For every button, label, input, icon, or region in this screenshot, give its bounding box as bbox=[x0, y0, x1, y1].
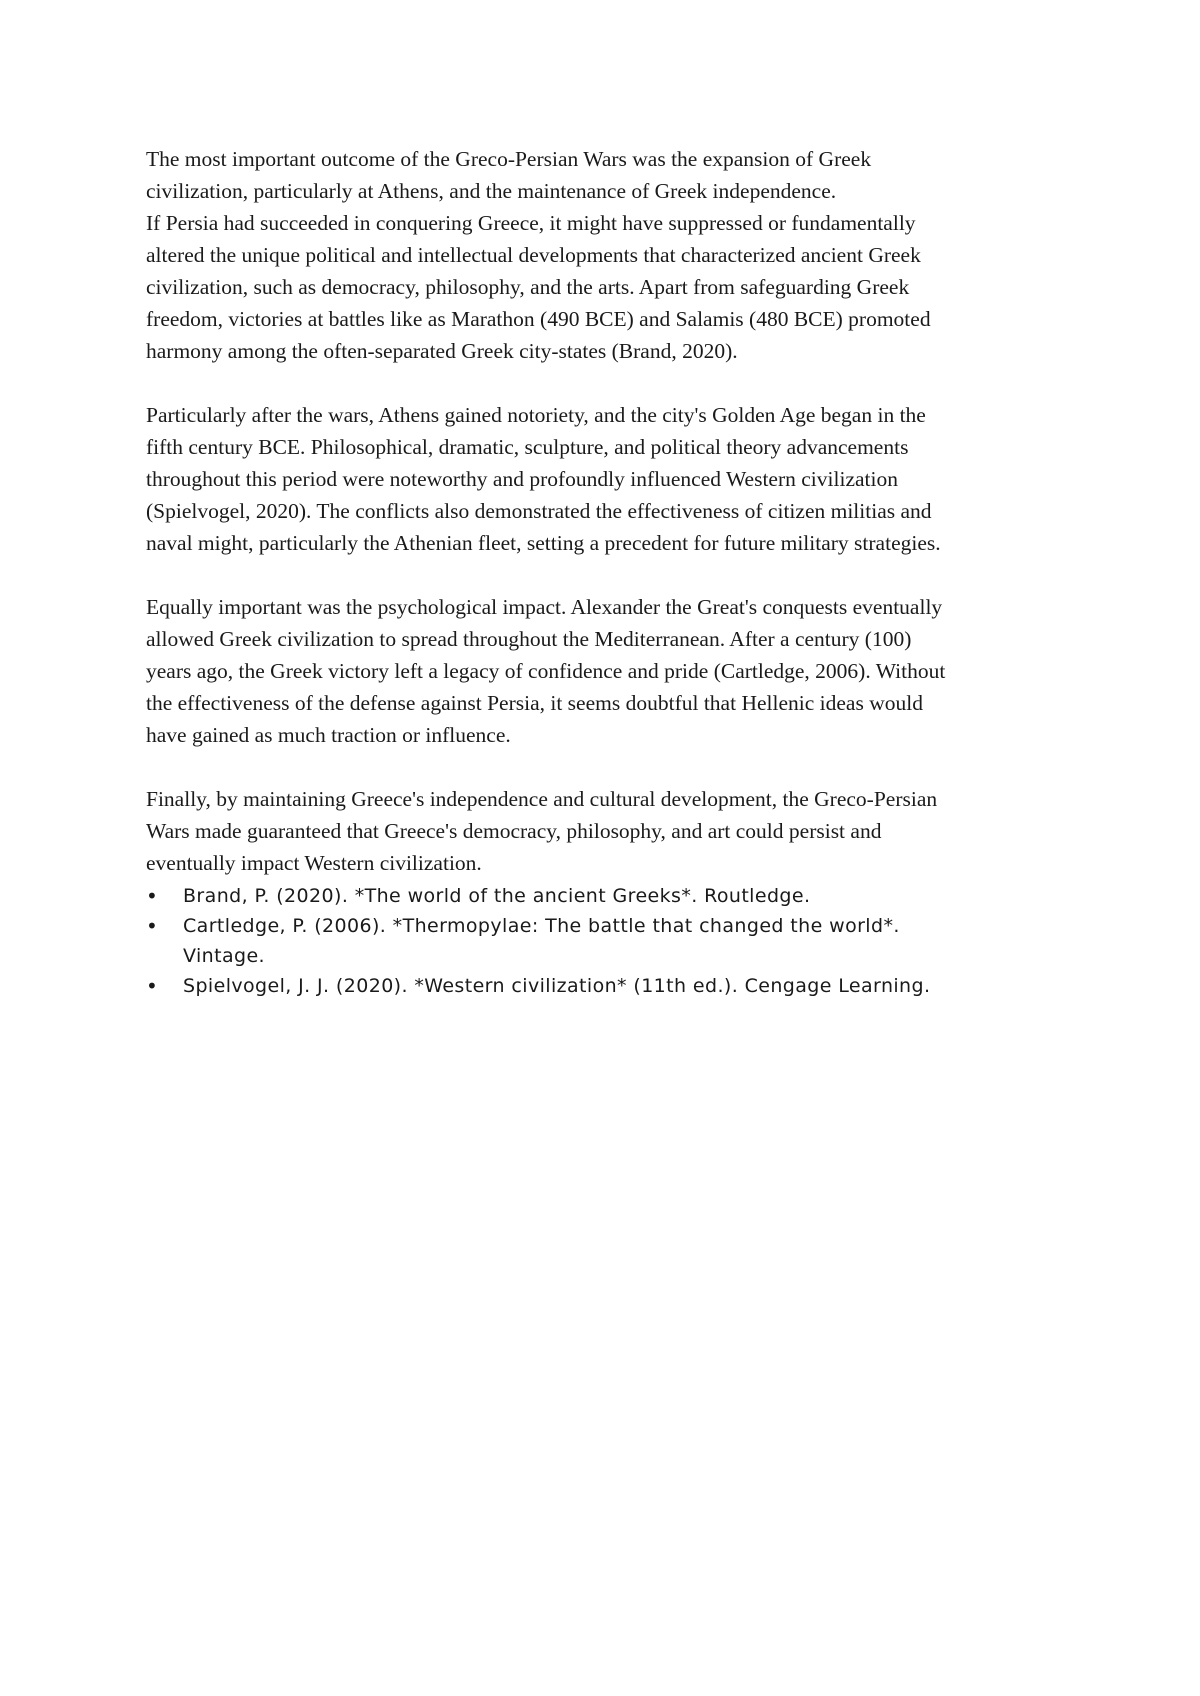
reference-item-spielvogel bbox=[146, 971, 1066, 1001]
bullet-icon: • bbox=[146, 974, 159, 998]
bullet-icon: • bbox=[146, 884, 159, 908]
text-line: freedom, victories at battles like as Marathon (490 BCE) and Salamis (480 BCE) promoted bbox=[146, 307, 931, 331]
reference-text: Brand, P. (2020). *The world of the ancient Greeks*. Routledge. bbox=[183, 885, 811, 907]
body-paragraph-golden-age bbox=[146, 399, 1066, 559]
text-line: have gained as much traction or influence. bbox=[146, 723, 511, 747]
text-line: The most important outcome of the Greco-Persian Wars was the expansion of Greek bbox=[146, 147, 872, 171]
text-line: If Persia had succeeded in conquering Greece, it might have suppressed or fundamentally bbox=[146, 211, 916, 235]
text-line: fifth century BCE. Philosophical, dramatic, sculpture, and political theory advancements bbox=[146, 435, 909, 459]
text-line: Particularly after the wars, Athens gained notoriety, and the city's Golden Age began in the bbox=[146, 403, 926, 427]
text-line: Equally important was the psychological impact. Alexander the Great's conquests eventually bbox=[146, 595, 943, 619]
bullet-icon: • bbox=[146, 914, 159, 938]
text-line: altered the unique political and intellectual developments that characterized ancient Greek bbox=[146, 243, 921, 267]
text-line: (Spielvogel, 2020). The conflicts also demonstrated the effectiveness of citizen militias and bbox=[146, 499, 932, 523]
text-line: naval might, particularly the Athenian fleet, setting a precedent for future military strategies. bbox=[146, 531, 941, 555]
text-line: years ago, the Greek victory left a legacy of confidence and pride (Cartledge, 2006). Without bbox=[146, 659, 946, 683]
reference-text: Vintage. bbox=[183, 945, 265, 967]
body-paragraph-outcome bbox=[146, 143, 1066, 367]
reference-item-cartledge bbox=[146, 911, 1066, 971]
document-page bbox=[146, 143, 1066, 1001]
text-line: civilization, such as democracy, philosophy, and the arts. Apart from safeguarding Greek bbox=[146, 275, 910, 299]
text-line: allowed Greek civilization to spread throughout the Mediterranean. After a century (100) bbox=[146, 627, 912, 651]
text-line: Wars made guaranteed that Greece's democracy, philosophy, and art could persist and bbox=[146, 819, 882, 843]
text-line: civilization, particularly at Athens, and the maintenance of Greek independence. bbox=[146, 179, 837, 203]
body-paragraph-conclusion bbox=[146, 783, 1066, 879]
reference-item-brand bbox=[146, 881, 1066, 911]
text-line: eventually impact Western civilization. bbox=[146, 851, 482, 875]
reference-list bbox=[146, 881, 1066, 1001]
text-line: harmony among the often-separated Greek city-states (Brand, 2020). bbox=[146, 339, 738, 363]
text-line: the effectiveness of the defense against Persia, it seems doubtful that Hellenic ideas would bbox=[146, 691, 923, 715]
body-paragraph-psychological-impact bbox=[146, 591, 1066, 751]
reference-text: Cartledge, P. (2006). *Thermopylae: The battle that changed the world*. bbox=[183, 915, 900, 937]
text-line: throughout this period were noteworthy and profoundly influenced Western civilization bbox=[146, 467, 898, 491]
text-line: Finally, by maintaining Greece's independence and cultural development, the Greco-Persian bbox=[146, 787, 938, 811]
reference-text: Spielvogel, J. J. (2020). *Western civilization* (11th ed.). Cengage Learning. bbox=[183, 975, 931, 997]
